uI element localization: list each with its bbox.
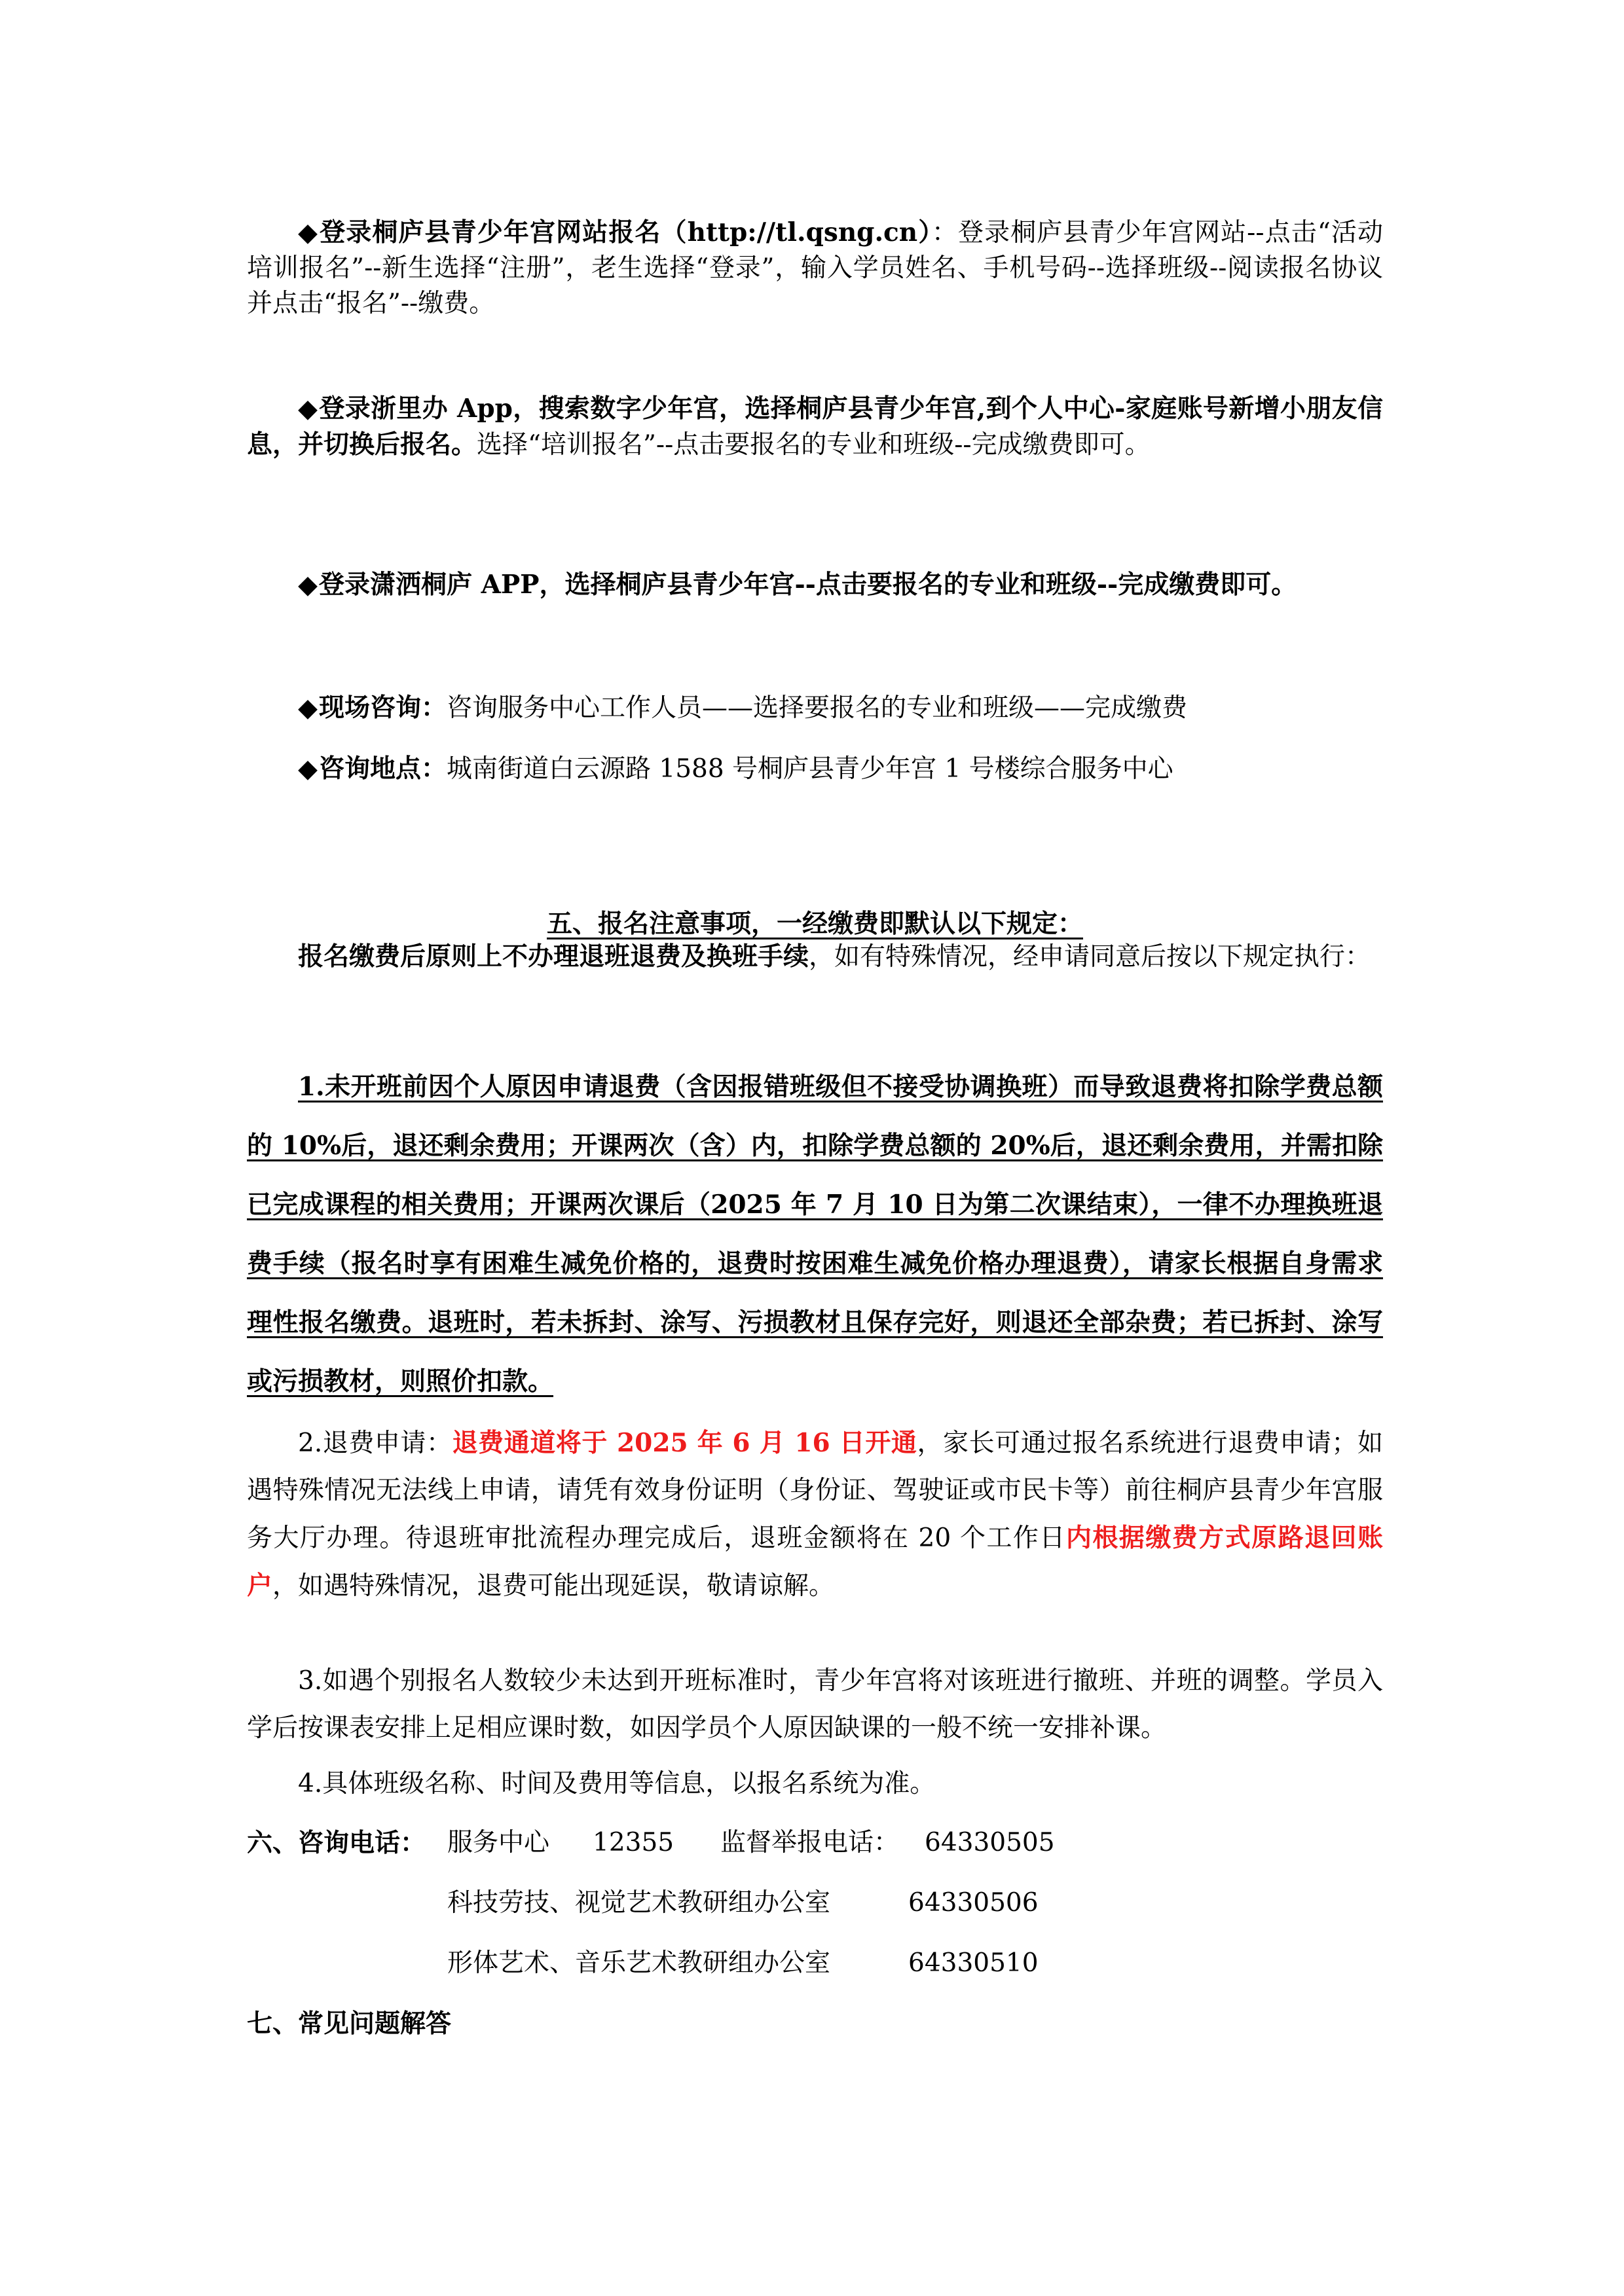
diamond-bullet-icon: ◆ xyxy=(298,570,318,600)
signup-website-bold: 登录桐庐县青少年宫网站报名（http://tl.qsng.cn） xyxy=(320,217,932,247)
section5-item4: 4.具体班级名称、时间及费用等信息，以报名系统为准。 xyxy=(298,1769,936,1798)
signup-website-text: ：登录桐庐县青少年宫网站--点击“活动培训报名”--新生选择“注册”，老生选择“登录”，输入学员姓名、手机号码--选择班级--阅读报名协议并点击“报名”--缴费。 xyxy=(247,218,1383,318)
diamond-bullet-icon: ◆ xyxy=(298,393,318,424)
signup-location-text: 城南街道白云源路 1588 号桐庐县青少年宫 1 号楼综合服务中心 xyxy=(447,754,1173,784)
service-center-phone: 12355 xyxy=(593,1828,674,1857)
signup-zheliban-text: 选择“培训报名”--点击要报名的专业和班级--完成缴费即可。 xyxy=(477,430,1151,460)
item2-middle: ，家长可通过报名系统进行退费申请；如遇特殊情况无法线上申请，请凭有效身份证明（身份证、驾驶证或市民卡等）前往桐庐县青少年宫服务大厅办理。待退班审批流程办理完成后，退班金额将在 20 个工作日 xyxy=(247,1429,1383,1553)
section5-intro-text: ，如有特殊情况，经申请同意后按以下规定执行： xyxy=(809,942,1371,972)
diamond-bullet-icon: ◆ xyxy=(298,693,318,723)
report-phone-label: 监督举报电话： xyxy=(720,1828,900,1857)
section5-intro xyxy=(247,939,1383,975)
tech-office-label: 科技劳技、视觉艺术教研组办公室 xyxy=(447,1888,831,1918)
art-office-label: 形体艺术、音乐艺术教研组办公室 xyxy=(447,1948,831,1978)
tech-office-phone: 64330506 xyxy=(908,1888,1039,1918)
item2-prefix: 2.退费申请： xyxy=(298,1429,452,1458)
signup-xiaosa-paragraph xyxy=(247,567,1383,603)
section5-item1: 1.未开班前因个人原因申请退费（含因报错班级但不接受协调换班）而导致退费将扣除学费总额的 10%后，退还剩余费用；开课两次（含）内，扣除学费总额的 20%后，退还剩余费用，并需扣除已完成课程的相关费用；开课两次课后（2025 年 7 月 10 日为第二次课结束），一律不办理换班退费手续（报名时享有困难生减免价格的，退费时按困难生减免价格办理退费），请家长根据自身需求理性报名缴费。退班时，若未拆封、涂写、污损教材且保存完好，则退还全部杂费；若已拆封、涂写或污损教材，则照价扣款。 xyxy=(247,1072,1383,1396)
signup-zheliban-paragraph xyxy=(247,391,1383,463)
diamond-bullet-icon: ◆ xyxy=(298,754,318,784)
diamond-bullet-icon: ◆ xyxy=(298,217,319,247)
section5-item2 xyxy=(247,1419,1383,1610)
signup-website-paragraph xyxy=(247,215,1383,321)
refund-return-highlight: 内根据缴费方式原路退回账户 xyxy=(247,1523,1383,1601)
signup-location-paragraph xyxy=(247,751,1383,787)
service-center-label: 服务中心 xyxy=(447,1828,550,1857)
signup-zheliban-bold: 登录浙里办 App，搜索数字少年宫，选择桐庐县青少年宫,到个人中心-家庭账号新增小朋友信息，并切换后报名。 xyxy=(247,393,1383,460)
signup-onsite-bold: 现场咨询： xyxy=(319,693,447,723)
section5-title: 五、报名注意事项，一经缴费即默认以下规定： xyxy=(546,909,1083,939)
signup-location-bold: 咨询地点： xyxy=(319,754,447,784)
section7-title: 七、常见问题解答 xyxy=(247,2009,452,2039)
art-office-phone: 64330510 xyxy=(908,1948,1039,1978)
signup-onsite-text: 咨询服务中心工作人员——选择要报名的专业和班级——完成缴费 xyxy=(447,693,1188,723)
refund-open-date-highlight: 退费通道将于 2025 年 6 月 16 日开通 xyxy=(452,1428,917,1458)
section6-title: 六、咨询电话： xyxy=(247,1828,426,1858)
signup-xiaosa-bold: 登录潇洒桐庐 APP，选择桐庐县青少年宫--点击要报名的专业和班级--完成缴费即可。 xyxy=(319,570,1297,600)
section5-intro-bold: 报名缴费后原则上不办理退班退费及换班手续 xyxy=(298,941,809,972)
section5-item3: 3.如遇个别报名人数较少未达到开班标准时，青少年宫将对该班进行撤班、并班的调整。学员入学后按课表安排上足相应课时数，如因学员个人原因缺课的一般不统一安排补课。 xyxy=(247,1666,1383,1743)
report-phone-number: 64330505 xyxy=(925,1828,1055,1857)
item2-suffix: ，如遇特殊情况，退费可能出现延误，敬请谅解。 xyxy=(272,1571,835,1601)
signup-onsite-paragraph xyxy=(247,690,1383,726)
